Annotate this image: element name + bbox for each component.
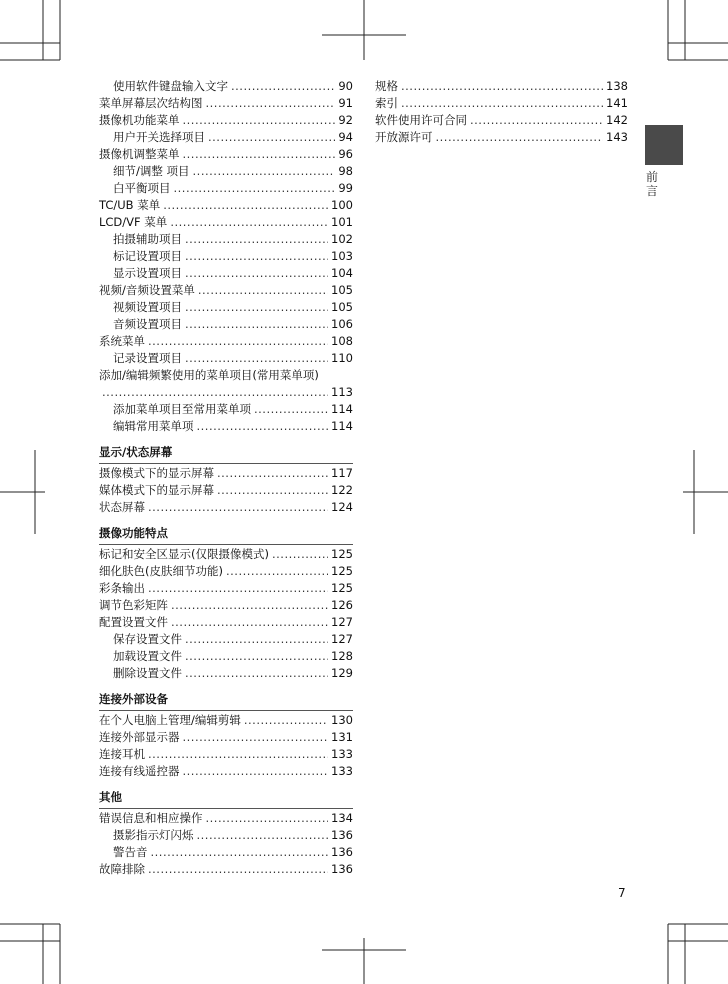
toc-entry-page: 100 bbox=[331, 198, 353, 212]
toc-entry-title: 细化肤色(皮肤细节功能) bbox=[99, 564, 223, 578]
toc-entry[interactable] bbox=[99, 827, 353, 844]
toc-entry-page: 130 bbox=[331, 713, 353, 727]
toc-entry-page: 142 bbox=[606, 113, 628, 127]
toc-entry-title: TC/UB 菜单 bbox=[99, 198, 161, 212]
section-heading: 摄像功能特点 bbox=[99, 525, 353, 545]
toc-entry-title: 摄影指示灯闪烁 bbox=[113, 828, 194, 842]
toc-entry-title: 状态屏幕 bbox=[99, 500, 145, 514]
toc-entry-page: 136 bbox=[331, 862, 353, 876]
toc-entry[interactable] bbox=[99, 712, 353, 729]
toc-entry-title: 保存设置文件 bbox=[113, 632, 182, 646]
toc-entry-title: 规格 bbox=[375, 79, 398, 93]
toc-entry[interactable] bbox=[99, 333, 353, 350]
toc-leader-dots bbox=[183, 763, 329, 780]
toc-entry-title: 编辑常用菜单项 bbox=[113, 419, 194, 433]
toc-entry[interactable] bbox=[99, 95, 353, 112]
toc-entry[interactable] bbox=[99, 163, 353, 180]
toc-entry[interactable] bbox=[99, 180, 353, 197]
toc-entry-title: 摄像机调整菜单 bbox=[99, 147, 180, 161]
toc-entry-page: 104 bbox=[331, 266, 353, 280]
toc-entry[interactable] bbox=[99, 197, 353, 214]
toc-entry-title: 系统菜单 bbox=[99, 334, 145, 348]
toc-entry-page: 98 bbox=[338, 164, 353, 178]
toc-entry-page: 105 bbox=[331, 300, 353, 314]
toc-entry[interactable] bbox=[99, 861, 353, 878]
toc-entry-title: 白平衡项目 bbox=[113, 181, 171, 195]
toc-entry-title: 添加菜单项目至常用菜单项 bbox=[113, 402, 251, 416]
toc-leader-dots bbox=[183, 146, 336, 163]
toc-entry-title: 摄像机功能菜单 bbox=[99, 113, 180, 127]
toc-entry[interactable] bbox=[99, 231, 353, 248]
toc-entry[interactable] bbox=[99, 299, 353, 316]
toc-entry-page: 110 bbox=[331, 351, 353, 365]
toc-entry[interactable] bbox=[99, 78, 353, 95]
toc-entry-page: 91 bbox=[338, 96, 353, 110]
toc-entry-title: 配置设置文件 bbox=[99, 615, 168, 629]
toc-leader-dots bbox=[217, 482, 328, 499]
toc-entry-page: 94 bbox=[338, 130, 353, 144]
toc-entry-page: 101 bbox=[331, 215, 353, 229]
toc-leader-dots bbox=[185, 350, 328, 367]
section-heading: 其他 bbox=[99, 789, 353, 809]
toc-entry[interactable] bbox=[99, 648, 353, 665]
toc-entry[interactable] bbox=[375, 112, 628, 129]
toc-leader-dots bbox=[148, 499, 328, 516]
toc-entry[interactable] bbox=[99, 665, 353, 682]
toc-entry-title: 删除设置文件 bbox=[113, 666, 182, 680]
toc-leader-dots bbox=[151, 844, 329, 861]
toc-entry-title: 在个人电脑上管理/编辑剪辑 bbox=[99, 713, 241, 727]
toc-entry-title: 细节/调整 项目 bbox=[113, 164, 190, 178]
toc-entry-page: 138 bbox=[606, 79, 628, 93]
toc-entry-page: 134 bbox=[331, 811, 353, 825]
toc-entry-page: 141 bbox=[606, 96, 628, 110]
toc-leader-dots bbox=[185, 265, 328, 282]
toc-entry-title: 错误信息和相应操作 bbox=[99, 811, 203, 825]
toc-entry-page: 92 bbox=[338, 113, 353, 127]
toc-entry-page: 106 bbox=[331, 317, 353, 331]
toc-entry[interactable] bbox=[99, 465, 353, 482]
toc-entry-page: 99 bbox=[338, 181, 353, 195]
toc-entry-title: 彩条输出 bbox=[99, 581, 145, 595]
toc-entry[interactable] bbox=[99, 597, 353, 614]
toc-entry-title: 标记和安全区显示(仅限摄像模式) bbox=[99, 547, 269, 561]
toc-leader-dots bbox=[148, 746, 328, 763]
toc-entry-page: 113 bbox=[331, 385, 353, 399]
toc-entry-page: 128 bbox=[331, 649, 353, 663]
toc-entry-wrapped[interactable] bbox=[99, 367, 353, 401]
page-number: 7 bbox=[618, 886, 626, 900]
toc-entry-title: 记录设置项目 bbox=[113, 351, 182, 365]
toc-leader-dots bbox=[231, 78, 335, 95]
toc-entry-title: 显示设置项目 bbox=[113, 266, 182, 280]
toc-leader-dots bbox=[193, 163, 336, 180]
toc-entry[interactable] bbox=[99, 746, 353, 763]
toc-entry-page: 133 bbox=[331, 747, 353, 761]
toc-entry[interactable] bbox=[99, 499, 353, 516]
toc-entry-title: 连接外部显示器 bbox=[99, 730, 180, 744]
toc-entry-title: 媒体模式下的显示屏幕 bbox=[99, 483, 214, 497]
toc-entry-page: 125 bbox=[331, 581, 353, 595]
toc-entry[interactable] bbox=[99, 614, 353, 631]
toc-entry[interactable] bbox=[375, 95, 628, 112]
toc-leader-dots bbox=[183, 729, 329, 746]
toc-entry-title: 开放源许可 bbox=[375, 130, 433, 144]
toc-entry-title: 警告音 bbox=[113, 845, 148, 859]
toc-entry-page: 127 bbox=[331, 615, 353, 629]
toc-entry[interactable] bbox=[99, 482, 353, 499]
toc-entry-title: 摄像模式下的显示屏幕 bbox=[99, 466, 214, 480]
toc-entry-page: 122 bbox=[331, 483, 353, 497]
toc-leader-dots bbox=[171, 597, 328, 614]
toc-leader-dots bbox=[163, 197, 328, 214]
toc-section bbox=[99, 691, 353, 780]
toc-entry[interactable] bbox=[99, 810, 353, 827]
toc-leader-dots bbox=[401, 78, 603, 95]
toc-entry-title: 添加/编辑频繁使用的菜单项目(常用菜单项) bbox=[99, 368, 319, 382]
toc-entry-page: 125 bbox=[331, 564, 353, 578]
toc-entry-page: 124 bbox=[331, 500, 353, 514]
toc-entry-title: 音频设置项目 bbox=[113, 317, 182, 331]
toc-entry-title: 调节色彩矩阵 bbox=[99, 598, 168, 612]
chapter-tab bbox=[645, 125, 683, 165]
toc-entry-page: 127 bbox=[331, 632, 353, 646]
toc-entry[interactable] bbox=[99, 631, 353, 648]
toc-leader-dots bbox=[170, 214, 328, 231]
toc-leader-dots bbox=[102, 384, 328, 401]
toc-entry[interactable] bbox=[99, 401, 353, 418]
toc-entry[interactable] bbox=[375, 78, 628, 95]
toc-section bbox=[99, 525, 353, 682]
toc-entry[interactable] bbox=[99, 146, 353, 163]
toc-entry-title: 故障排除 bbox=[99, 862, 145, 876]
toc-leader-dots bbox=[185, 299, 328, 316]
toc-entry-title: 拍摄辅助项目 bbox=[113, 232, 182, 246]
toc-entry-page: 131 bbox=[331, 730, 353, 744]
toc-entry-title: 用户开关选择项目 bbox=[113, 130, 205, 144]
toc-leader-dots bbox=[185, 665, 328, 682]
toc-entry-page: 114 bbox=[331, 402, 353, 416]
toc-entry-page: 126 bbox=[331, 598, 353, 612]
toc-entry-title: 索引 bbox=[375, 96, 398, 110]
toc-leader-dots bbox=[148, 580, 328, 597]
toc-entry-page: 129 bbox=[331, 666, 353, 680]
toc-leader-dots bbox=[401, 95, 603, 112]
toc-entry-title: 标记设置项目 bbox=[113, 249, 182, 263]
toc-leader-dots bbox=[185, 316, 328, 333]
toc-entry-title: 视频/音频设置菜单 bbox=[99, 283, 195, 297]
toc-entry[interactable] bbox=[99, 763, 353, 780]
toc-entry[interactable] bbox=[99, 129, 353, 146]
toc-entry-title: 连接耳机 bbox=[99, 747, 145, 761]
toc-entry[interactable] bbox=[375, 129, 628, 146]
toc-entry-page: 143 bbox=[606, 130, 628, 144]
toc-entry-title: 视频设置项目 bbox=[113, 300, 182, 314]
toc-leader-dots bbox=[171, 614, 328, 631]
section-heading: 连接外部设备 bbox=[99, 691, 353, 711]
toc-leader-dots bbox=[148, 333, 328, 350]
toc-leader-dots bbox=[148, 861, 328, 878]
toc-entry[interactable] bbox=[99, 580, 353, 597]
toc-entry[interactable] bbox=[99, 729, 353, 746]
toc-entry-page: 133 bbox=[331, 764, 353, 778]
toc-entry-page: 108 bbox=[331, 334, 353, 348]
toc-leader-dots bbox=[198, 282, 328, 299]
toc-entry-title: 连接有线遥控器 bbox=[99, 764, 180, 778]
toc-leader-dots bbox=[185, 231, 328, 248]
toc-entry[interactable] bbox=[99, 282, 353, 299]
toc-entry-page: 136 bbox=[331, 845, 353, 859]
toc-leader-dots bbox=[272, 546, 328, 563]
toc-entry-title: 菜单屏幕层次结构图 bbox=[99, 96, 203, 110]
toc-leader-dots bbox=[436, 129, 604, 146]
toc-leader-dots bbox=[185, 248, 328, 265]
toc-entry-page: 102 bbox=[331, 232, 353, 246]
toc-leader-dots bbox=[174, 180, 336, 197]
toc-entry-page: 105 bbox=[331, 283, 353, 297]
toc-entry-title: 软件使用许可合同 bbox=[375, 113, 467, 127]
toc-section bbox=[99, 444, 353, 516]
toc-entry[interactable] bbox=[99, 418, 353, 435]
toc-entry[interactable] bbox=[99, 316, 353, 333]
toc-entry[interactable] bbox=[99, 350, 353, 367]
toc-entry-title: LCD/VF 菜单 bbox=[99, 215, 168, 229]
toc-right-column bbox=[375, 78, 628, 146]
toc-entry-title: 加载设置文件 bbox=[113, 649, 182, 663]
toc-entry-page: 96 bbox=[338, 147, 353, 161]
toc-entry-page: 114 bbox=[331, 419, 353, 433]
toc-entry[interactable] bbox=[99, 214, 353, 231]
toc-leader-dots bbox=[206, 810, 329, 827]
toc-leader-dots bbox=[206, 95, 336, 112]
chapter-tab-label: 前言 bbox=[645, 170, 658, 198]
toc-entry[interactable] bbox=[99, 112, 353, 129]
toc-leader-dots bbox=[217, 465, 328, 482]
toc-leader-dots bbox=[185, 648, 328, 665]
toc-entry[interactable] bbox=[99, 563, 353, 580]
toc-entry-page: 125 bbox=[331, 547, 353, 561]
toc-leader-dots bbox=[226, 563, 328, 580]
toc-section bbox=[99, 789, 353, 878]
toc-entry-page: 117 bbox=[331, 466, 353, 480]
toc-entry-page: 136 bbox=[331, 828, 353, 842]
toc-leader-dots bbox=[470, 112, 603, 129]
toc-left-column bbox=[99, 78, 353, 878]
toc-entry[interactable] bbox=[99, 546, 353, 563]
toc-entry-page: 90 bbox=[338, 79, 353, 93]
toc-leader-dots bbox=[208, 129, 335, 146]
toc-leader-dots bbox=[254, 401, 328, 418]
toc-leader-dots bbox=[197, 418, 329, 435]
toc-leader-dots bbox=[244, 712, 328, 729]
toc-entry[interactable] bbox=[99, 248, 353, 265]
toc-entry[interactable] bbox=[99, 265, 353, 282]
toc-entry[interactable] bbox=[99, 844, 353, 861]
toc-entry-title: 使用软件键盘输入文字 bbox=[113, 79, 228, 93]
toc-leader-dots bbox=[197, 827, 329, 844]
toc-entry-page: 103 bbox=[331, 249, 353, 263]
toc-leader-dots bbox=[183, 112, 336, 129]
toc-leader-dots bbox=[185, 631, 328, 648]
section-heading: 显示/状态屏幕 bbox=[99, 444, 353, 464]
